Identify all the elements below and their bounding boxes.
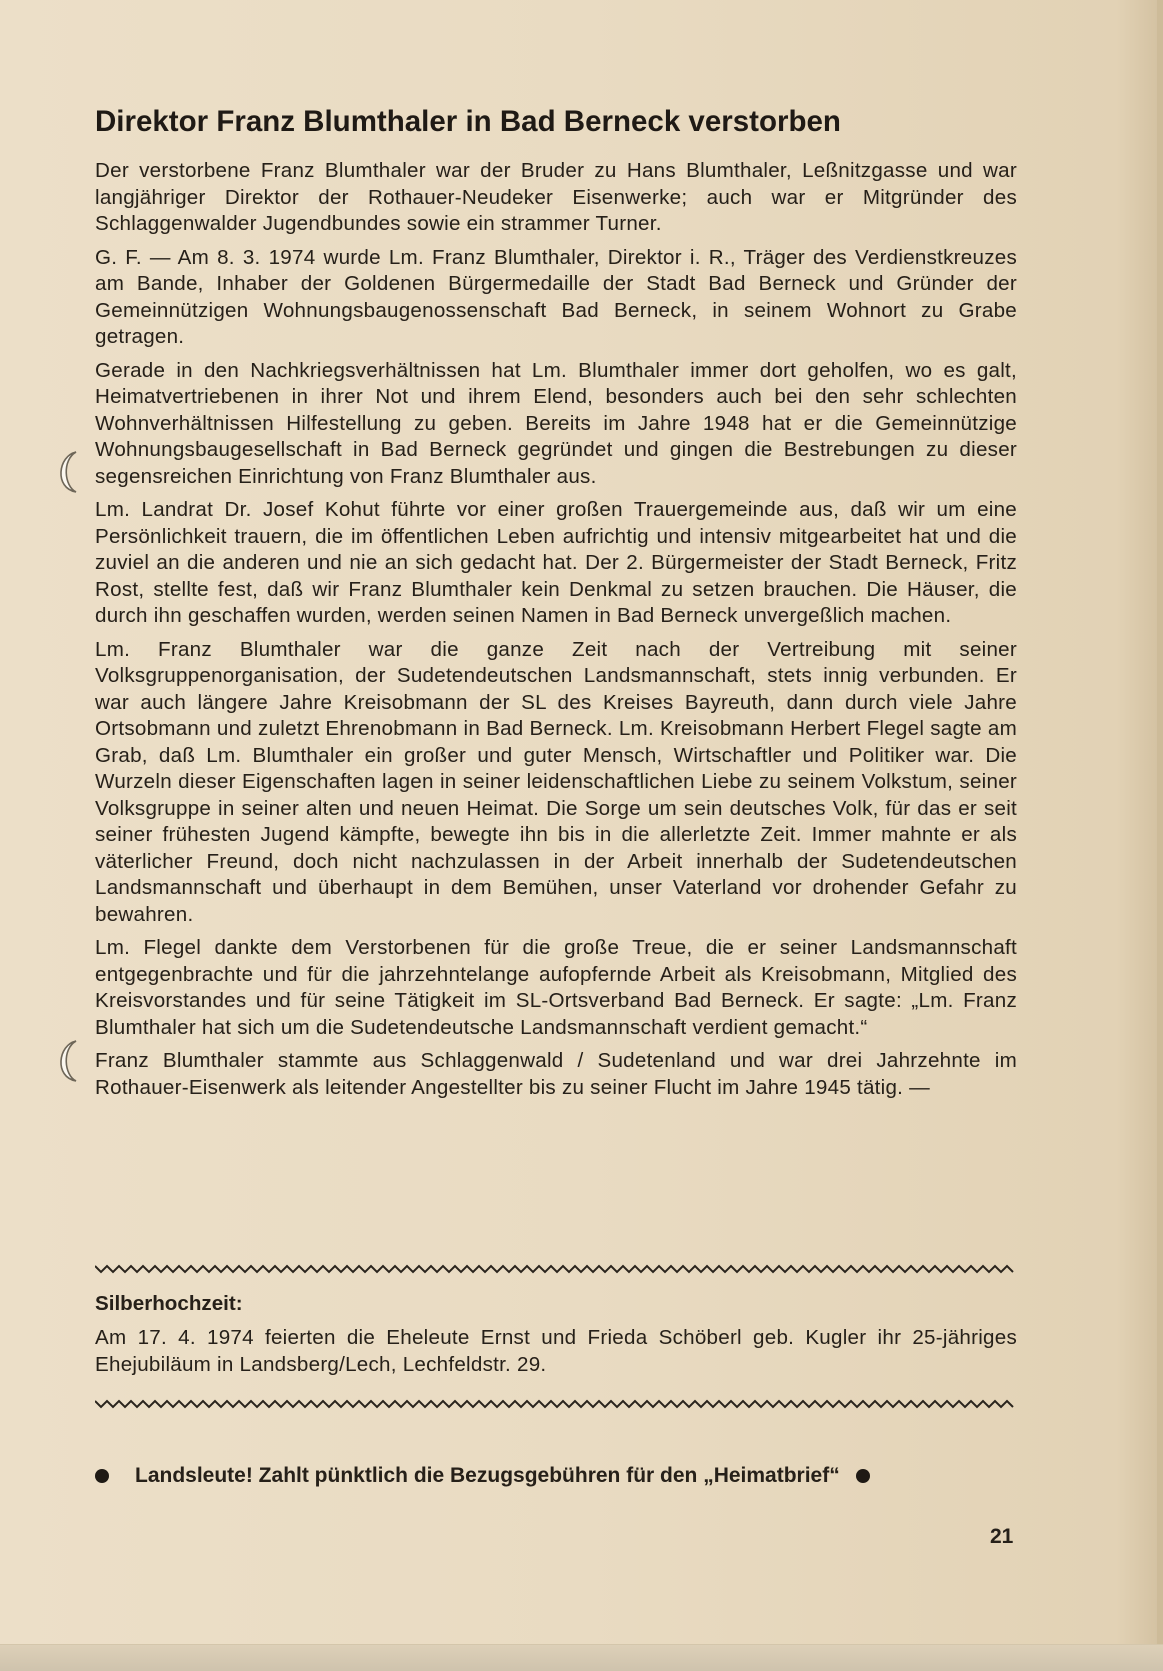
article (95, 98, 1017, 1108)
notice-text: Landsleute! Zahlt pünktlich die Bezugsgebühren für den „Heimatbrief“ (135, 1464, 840, 1487)
silver-wedding-section (95, 1291, 1017, 1385)
article-paragraph: Lm. Flegel dankte dem Verstorbenen für die große Treue, die er seiner Landsmannschaft entgegenbrachte und für die jahrzehntelange aufopfernde Arbeit als Kreisobmann, Mitglied des Kreisvorstandes und für seine Tätigkeit im SL-Ortsverband Bad Berneck. Er sagte: „Lm. Franz Blumthaler hat sich um die Sudetendeutsche Landsmannschaft verdient gemacht.“ (95, 936, 1017, 1039)
punch-hole-icon (50, 448, 80, 496)
section-text: Am 17. 4. 1974 feierten die Eheleute Ernst und Frieda Schöberl geb. Kugler ihr 25-jähriges Ehejubiläum in Landsberg/Lech, Lechfeldstr. 29. (95, 1326, 1017, 1376)
article-paragraph: Der verstorbene Franz Blumthaler war der Bruder zu Hans Blumthaler, Leßnitzgasse und war langjähriger Direktor der Rothauer-Neudeker Eisenwerke; auch war er Mitgründer des Schlaggenwalder Jugendbundes sowie ein strammer Turner. (95, 159, 1017, 235)
wavy-divider (95, 1262, 1017, 1276)
section-heading: Silberhochzeit: (95, 1292, 243, 1315)
bullet-icon (856, 1469, 870, 1483)
subscription-notice (95, 1461, 1017, 1491)
zigzag-line (95, 1401, 1013, 1407)
article-title: Direktor Franz Blumthaler in Bad Berneck verstorben (95, 105, 841, 138)
article-paragraph: Lm. Landrat Dr. Josef Kohut führte vor einer großen Trauergemeinde aus, daß wir um eine Persönlichkeit trauern, die im öffentlichen Leben aufrichtig und intensiv mitgearbeitet hat und die zuviel an die anderen und nie an sich gedacht hat. Der 2. Bürgermeister der Stadt Berneck, Fritz Rost, stellte fest, daß wir Franz Blumthaler kein Denkmal zu setzen brauchen. Die Häuser, die durch ihn geschaffen wurden, werden seinen Namen in Bad Berneck unvergeßlich machen. (95, 498, 1017, 627)
page-number: 21 (990, 1525, 1014, 1548)
bullet-icon (95, 1469, 109, 1483)
paper-bottom-edge (0, 1644, 1163, 1671)
article-paragraph: G. F. — Am 8. 3. 1974 wurde Lm. Franz Blumthaler, Direktor i. R., Träger des Verdienstkreuzes am Bande, Inhaber der Goldenen Bürgermedaille der Stadt Bad Berneck und Gründer der Gemeinnützigen Wohnungsbaugenossenschaft Bad Berneck, in seinem Wohnort zu Grabe getragen. (95, 245, 1017, 348)
article-paragraph: Lm. Franz Blumthaler war die ganze Zeit nach der Vertreibung mit seiner Volksgruppenorganisation, der Sudetendeutschen Landsmannschaft, stets innig verbunden. Er war auch längere Jahre Kreisobmann der SL des Kreises Bayreuth, dann durch viele Jahre Ortsobmann und zuletzt Ehrenobmann in Bad Berneck. Lm. Kreisobmann Herbert Flegel sagte am Grab, daß Lm. Blumthaler ein großer und guter Mensch, Wirtschaftler und Politiker war. Die Wurzeln dieser Eigenschaften lagen in seiner leidenschaftlichen Liebe zu seinem Volkstum, seiner Volksgruppe in seiner alten und neuen Heimat. Die Sorge um sein deutsches Volk, für das er seit seiner frühesten Jugend kämpfte, bewegte ihn bis in die allerletzte Zeit. Immer mahnte er als väterlicher Freund, doch nicht nachzulassen in der Arbeit innerhalb der Sudetendeutschen Landsmannschaft und überhaupt in dem Bemühen, unser Vaterland vor drohender Gefahr zu bewahren. (95, 637, 1017, 926)
article-paragraph: Franz Blumthaler stammte aus Schlaggenwald / Sudetenland und war drei Jahrzehnte im Rothauer-Eisenwerk als leitender Angestellter bis zu seiner Flucht im Jahre 1945 tätig. — (95, 1049, 1017, 1099)
wavy-divider (95, 1397, 1017, 1411)
zigzag-line (95, 1266, 1013, 1272)
paper-edge (1157, 0, 1163, 1671)
punch-hole-icon (50, 1037, 80, 1085)
article-paragraph: Gerade in den Nachkriegsverhältnissen hat Lm. Blumthaler immer dort geholfen, wo es galt, Heimatvertriebenen in ihrer Not und ihrem Elend, besonders auch bei den sehr schlechten Wohnverhältnissen Hilfestellung zu geben. Bereits im Jahre 1948 hat er die Gemeinnützige Wohnungsbaugesellschaft in Bad Berneck gegründet und gingen die Bestrebungen zu dieser segensreichen Einrichtung von Franz Blumthaler aus. (95, 358, 1017, 488)
